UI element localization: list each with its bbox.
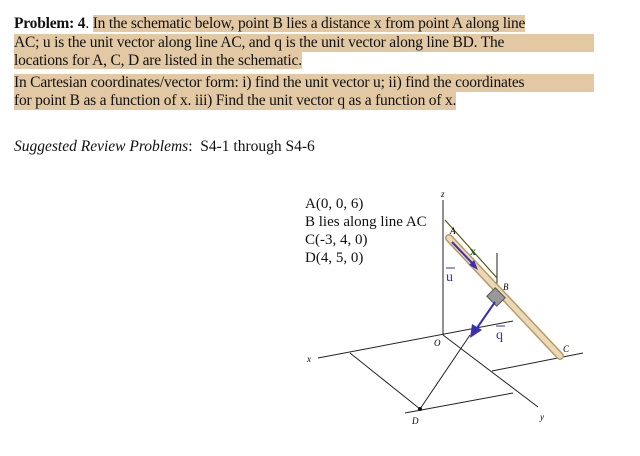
problem-label: Problem: 4 <box>14 15 86 32</box>
problem-line-5: for point B as a function of x. iii) Find the unit vector q as a function of x. <box>14 92 457 109</box>
y-label: y <box>540 412 544 422</box>
point-d: D(4, 5, 0) <box>305 250 364 266</box>
distance-label: x <box>470 244 476 258</box>
o-label: O <box>434 338 441 348</box>
q-vector <box>477 302 495 328</box>
problem-line-1: Problem: 4. In the schematic below, point B lies a distance x from point A along line <box>14 15 526 32</box>
x-axis <box>318 321 513 358</box>
a-label: A <box>450 226 456 236</box>
x-label: x <box>307 354 311 364</box>
u-label: u <box>446 270 453 285</box>
b-label: B <box>503 282 509 292</box>
point-a: A(0, 0, 6) <box>305 196 364 212</box>
problem-line-2: AC; u is the unit vector along line AC, and q is the unit vector along line BD. The <box>14 34 594 52</box>
suggested-label: Suggested Review Problems <box>14 138 189 155</box>
d-label: D <box>412 416 419 426</box>
problem-text-1: In the schematic below, point B lies a distance x from point A along line <box>92 15 526 32</box>
z-label: z <box>441 189 445 199</box>
q-label: q <box>496 328 503 343</box>
c-label: C <box>563 344 570 354</box>
line-bd <box>420 335 470 409</box>
y-axis <box>443 335 538 407</box>
suggested-value: S4-1 through S4-6 <box>200 138 315 155</box>
problem-line-4: In Cartesian coordinates/vector form: i) find the unit vector u; ii) find the coordinates <box>14 74 594 92</box>
point-c: C(-3, 4, 0) <box>305 232 368 248</box>
suggested-review: Suggested Review Problems: S4-1 through S4-6 <box>14 138 315 155</box>
problem-text-3: locations for A, C, D are listed in the schematic. <box>14 52 302 69</box>
point-b: B lies along line AC <box>305 214 427 230</box>
